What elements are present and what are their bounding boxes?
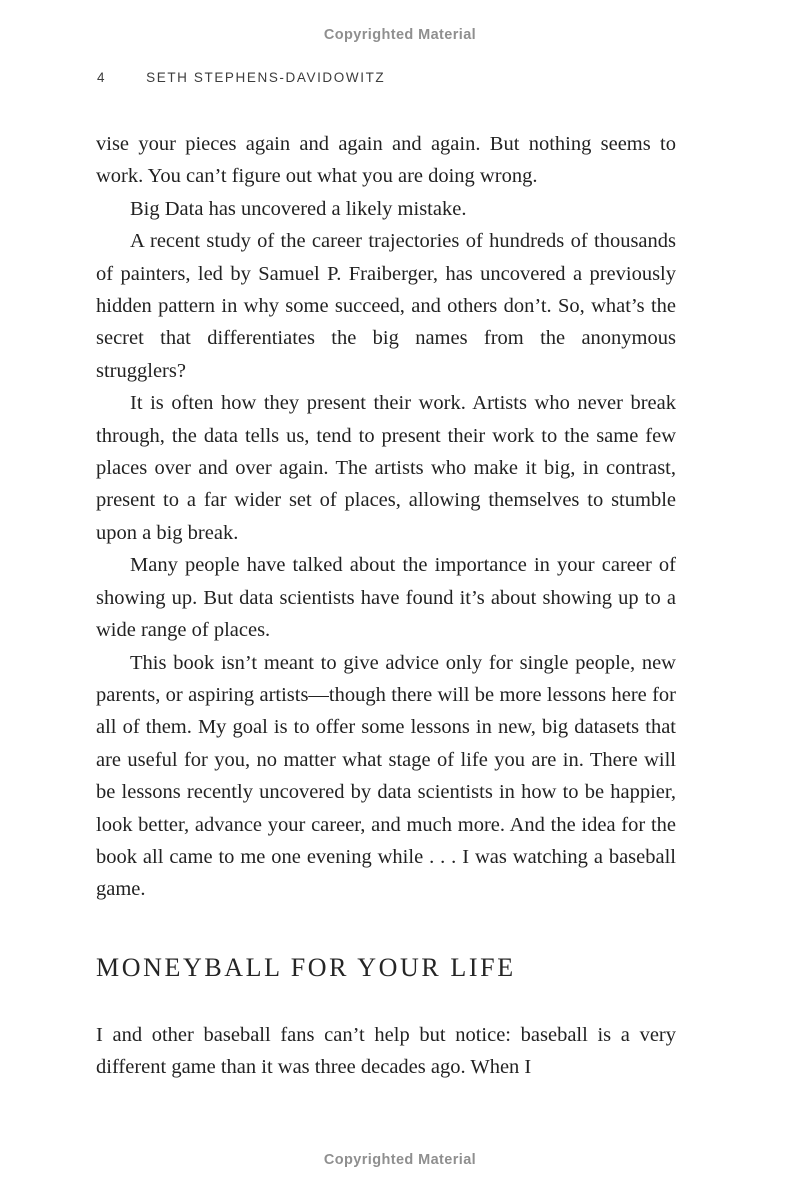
copyright-watermark-top: Copyrighted Material	[323, 27, 477, 43]
paragraph: This book isn’t meant to give advice only for single people, new parents, or aspiring artists—though there will be more lessons here for all of them. My goal is to offer some lessons in new, big datasets that are useful for you, no matter what stage of life you are in. There will be lessons recently uncovered by data scientists in how to be happier, look better, advance your career, and much more. And the idea for the book all came to me one evening while . . . I was watching a baseball game.	[96, 651, 676, 901]
section-heading: MONEYBALL FOR YOUR LIFE	[96, 952, 516, 982]
running-head-author: SETH STEPHENS-DAVIDOWITZ	[146, 70, 386, 85]
copyright-watermark-bottom: Copyrighted Material	[323, 1152, 477, 1168]
running-header	[97, 70, 385, 85]
paragraph: A recent study of the career trajectories of hundreds of thousands of painters, led by Samuel P. Fraiberger, has uncovered a previously hidden pattern in why some succeed, and others don’t. So, what’s the secret that differentiates the big names from the anonymous strugglers?	[96, 230, 676, 382]
paragraph: I and other baseball fans can’t help but notice: baseball is a very different game than it was three decades ago. When I	[96, 1023, 676, 1079]
page-number: 4	[97, 70, 107, 85]
paragraph: Big Data has uncovered a likely mistake.	[130, 197, 467, 220]
paragraph: It is often how they present their work. Artists who never break through, the data tells us, tend to present their work to the same few places over and over again. The artists who make it big, in contrast, present to a far wider set of places, allowing themselves to stumble upon a big break.	[96, 392, 676, 544]
paragraph: Many people have talked about the importance in your career of showing up. But data scientists have found it’s about showing up to a wide range of places.	[96, 554, 676, 642]
page-body-text	[96, 128, 676, 1084]
paragraph: vise your pieces again and again and again. But nothing seems to work. You can’t figure out what you are doing wrong.	[96, 133, 676, 188]
